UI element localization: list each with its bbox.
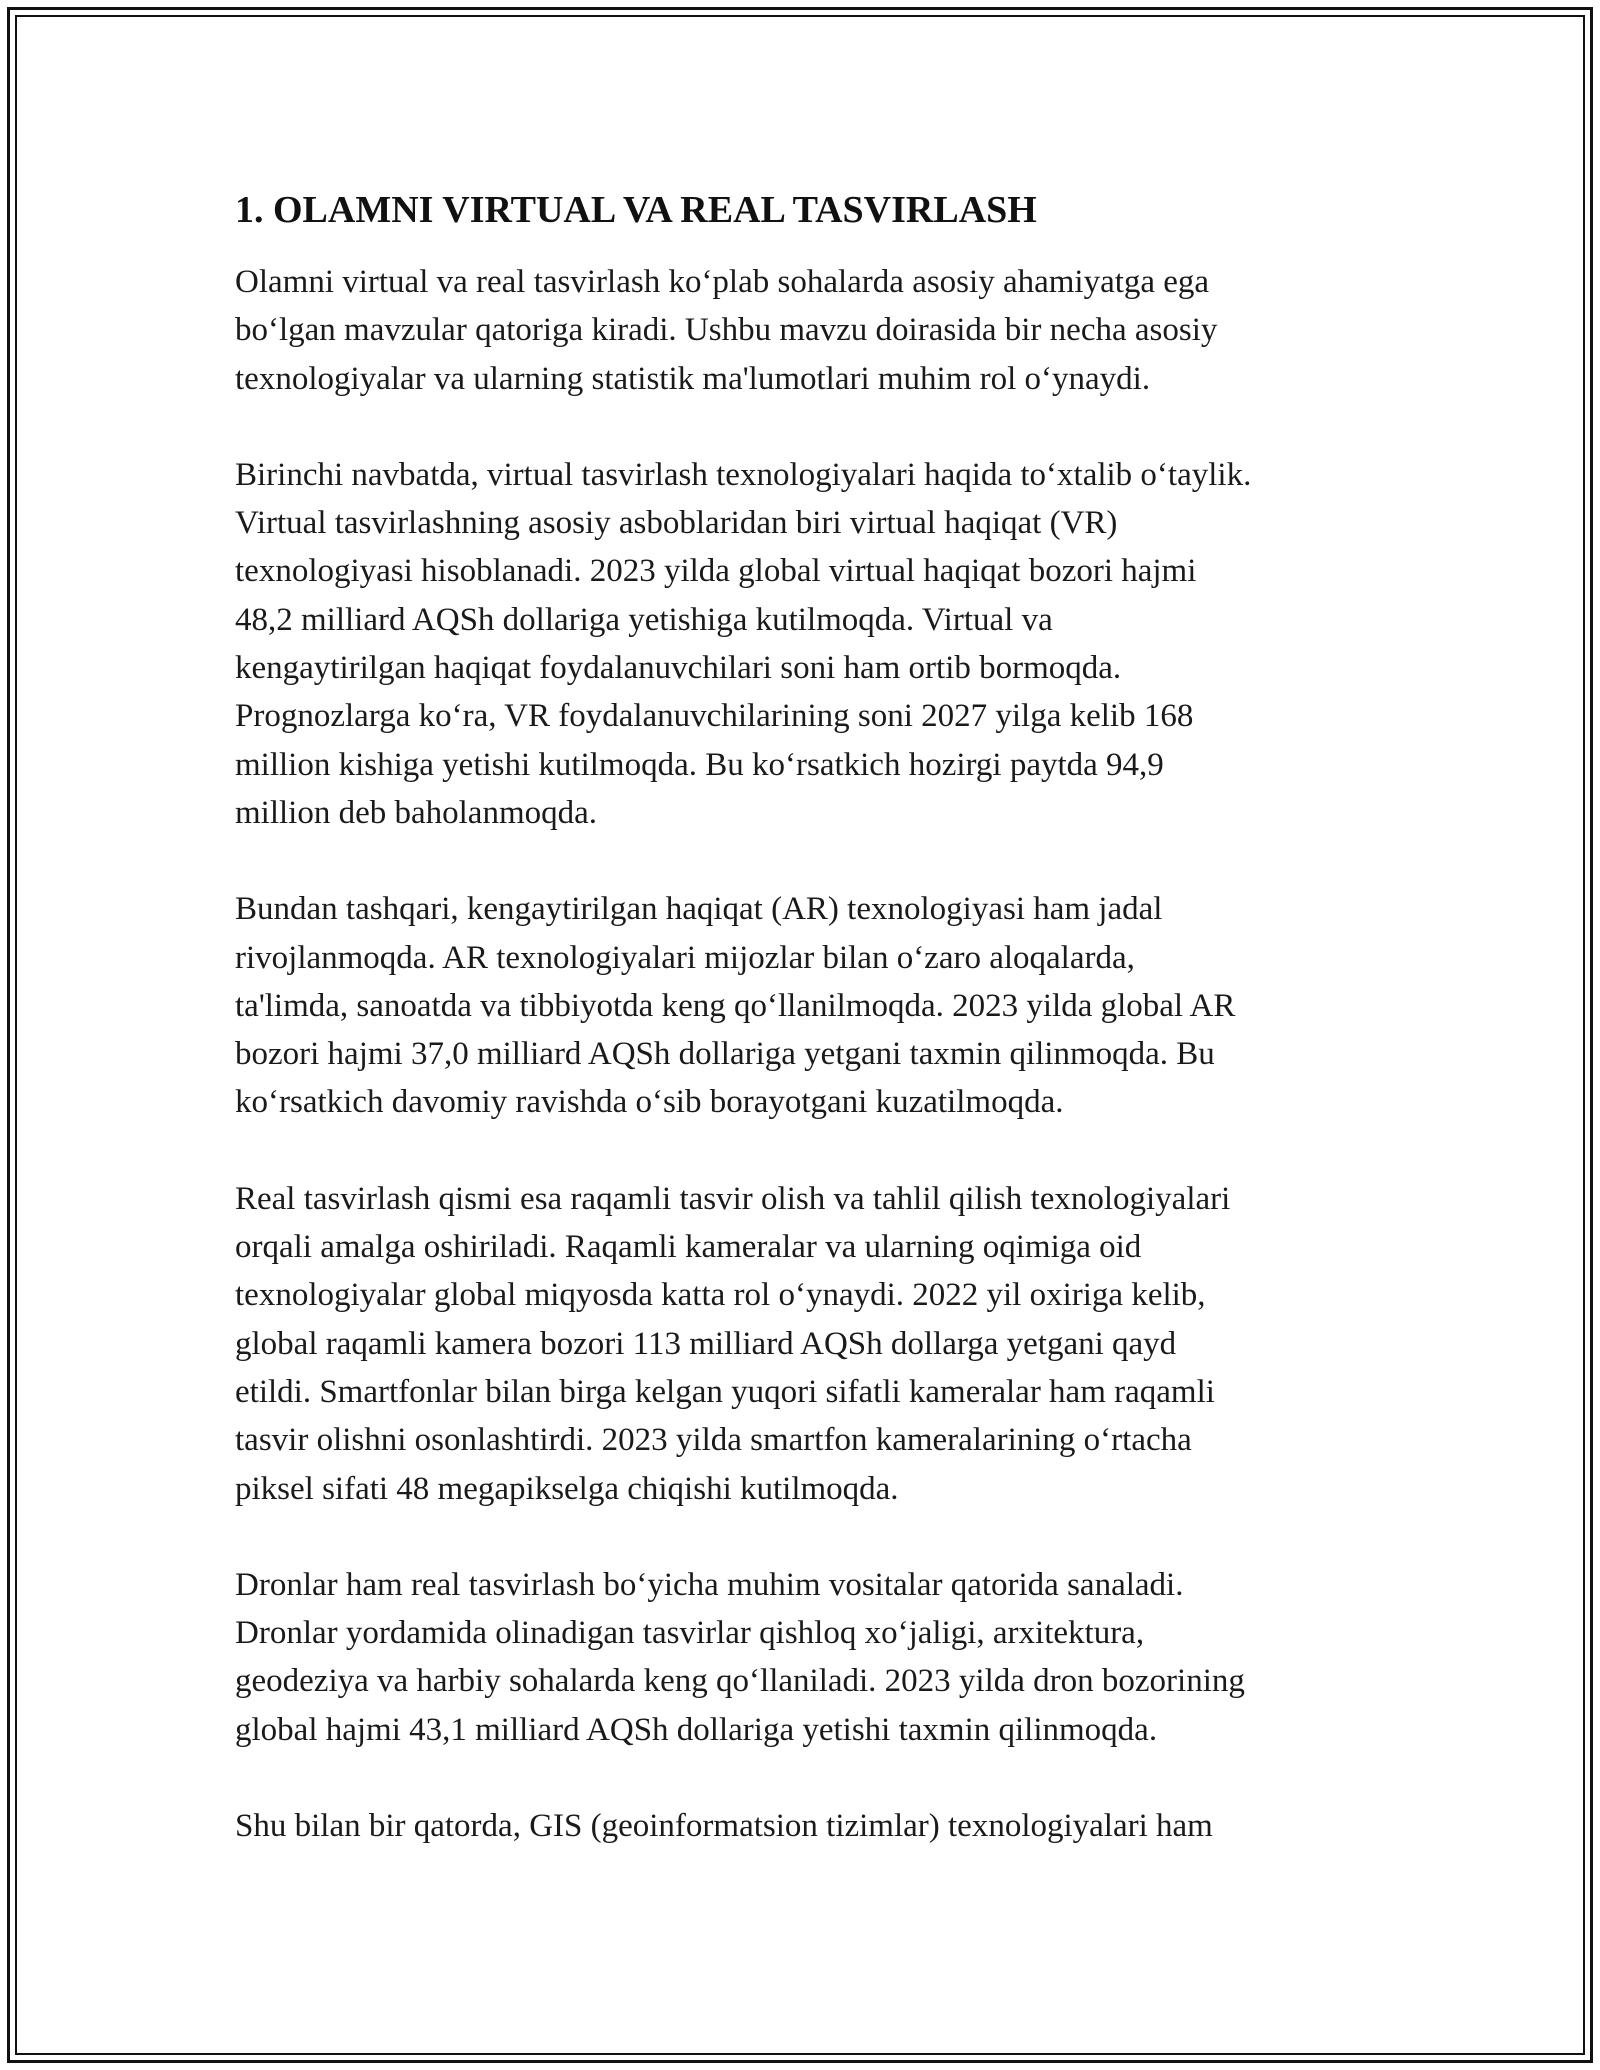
body-paragraph bbox=[235, 1561, 1395, 1754]
body-paragraph bbox=[235, 885, 1395, 1126]
paragraph-list bbox=[235, 258, 1395, 1850]
paragraph-line: texnologiyasi hisoblanadi. 2023 yilda global virtual haqiqat bozori hajmi bbox=[235, 553, 1197, 590]
body-paragraph bbox=[235, 1175, 1395, 1513]
paragraph-line: Bundan tashqari, kengaytirilgan haqiqat (AR) texnologiyasi ham jadal bbox=[235, 891, 1163, 928]
body-paragraph bbox=[235, 1802, 1395, 1850]
paragraph-line: ko‘rsatkich davomiy ravishda o‘sib borayotgani kuzatilmoqda. bbox=[235, 1084, 1064, 1121]
paragraph-line: Prognozlarga ko‘ra, VR foydalanuvchilarining soni 2027 yilga kelib 168 bbox=[235, 698, 1194, 735]
paragraph-line: Birinchi navbatda, virtual tasvirlash texnologiyalari haqida to‘xtalib o‘taylik. bbox=[235, 456, 1252, 493]
paragraph-line: million kishiga yetishi kutilmoqda. Bu ko‘rsatkich hozirgi paytda 94,9 bbox=[235, 746, 1164, 783]
paragraph-line: Real tasvirlash qismi esa raqamli tasvir olish va tahlil qilish texnologiyalari bbox=[235, 1180, 1231, 1217]
paragraph-line: etildi. Smartfonlar bilan birga kelgan yuqori sifatli kameralar ham raqamli bbox=[235, 1373, 1215, 1410]
paragraph-line: global raqamli kamera bozori 113 milliard AQSh dollarga yetgani qayd bbox=[235, 1325, 1177, 1362]
body-paragraph bbox=[235, 451, 1395, 837]
paragraph-line: Shu bilan bir qatorda, GIS (geoinformatsion tizimlar) texnologiyalari ham bbox=[235, 1808, 1213, 1845]
paragraph-line: Olamni virtual va real tasvirlash ko‘plab sohalarda asosiy ahamiyatga ega bbox=[235, 264, 1210, 300]
section-heading: 1. OLAMNI VIRTUAL VA REAL TASVIRLASH bbox=[235, 189, 1037, 231]
paragraph-line: Dronlar ham real tasvirlash bo‘yicha muhim vositalar qatorida sanaladi. bbox=[235, 1566, 1184, 1603]
document-body bbox=[235, 186, 1395, 1898]
paragraph-line: rivojlanmoqda. AR texnologiyalari mijozlar bilan o‘zaro aloqalarda, bbox=[235, 939, 1135, 976]
paragraph-line: Virtual tasvirlashning asosiy asboblaridan biri virtual haqiqat (VR) bbox=[235, 505, 1118, 542]
paragraph-line: geodeziya va harbiy sohalarda keng qo‘llaniladi. 2023 yilda dron bozorining bbox=[235, 1663, 1245, 1700]
paragraph-line: texnologiyalar global miqyosda katta rol o‘ynaydi. 2022 yil oxiriga kelib, bbox=[235, 1277, 1206, 1314]
paragraph-line: 48,2 milliard AQSh dollariga yetishiga kutilmoqda. Virtual va bbox=[235, 601, 1053, 638]
paragraph-line: global hajmi 43,1 milliard AQSh dollariga yetishi taxmin qilinmoqda. bbox=[235, 1711, 1158, 1748]
paragraph-line: million deb baholanmoqda. bbox=[235, 794, 598, 831]
paragraph-line: Dronlar yordamida olinadigan tasvirlar qishloq xo‘jaligi, arxitektura, bbox=[235, 1615, 1145, 1652]
paragraph-line: piksel sifati 48 megapikselga chiqishi kutilmoqda. bbox=[235, 1470, 899, 1507]
paragraph-line: kengaytirilgan haqiqat foydalanuvchilari soni ham ortib bormoqda. bbox=[235, 650, 1122, 687]
paragraph-line: texnologiyalar va ularning statistik ma'lumotlari muhim rol o‘ynaydi. bbox=[235, 360, 1151, 397]
paragraph-line: orqali amalga oshiriladi. Raqamli kameralar va ularning oqimiga oid bbox=[235, 1229, 1142, 1266]
paragraph-line: tasvir olishni osonlashtirdi. 2023 yilda smartfon kameralarining o‘rtacha bbox=[235, 1422, 1192, 1459]
paragraph-line: bozori hajmi 37,0 milliard AQSh dollariga yetgani taxmin qilinmoqda. Bu bbox=[235, 1036, 1215, 1073]
body-paragraph bbox=[235, 258, 1395, 403]
paragraph-line: ta'limda, sanoatda va tibbiyotda keng qo‘llanilmoqda. 2023 yilda global AR bbox=[235, 987, 1236, 1024]
paragraph-line: bo‘lgan mavzular qatoriga kiradi. Ushbu mavzu doirasida bir necha asosiy bbox=[235, 312, 1218, 349]
